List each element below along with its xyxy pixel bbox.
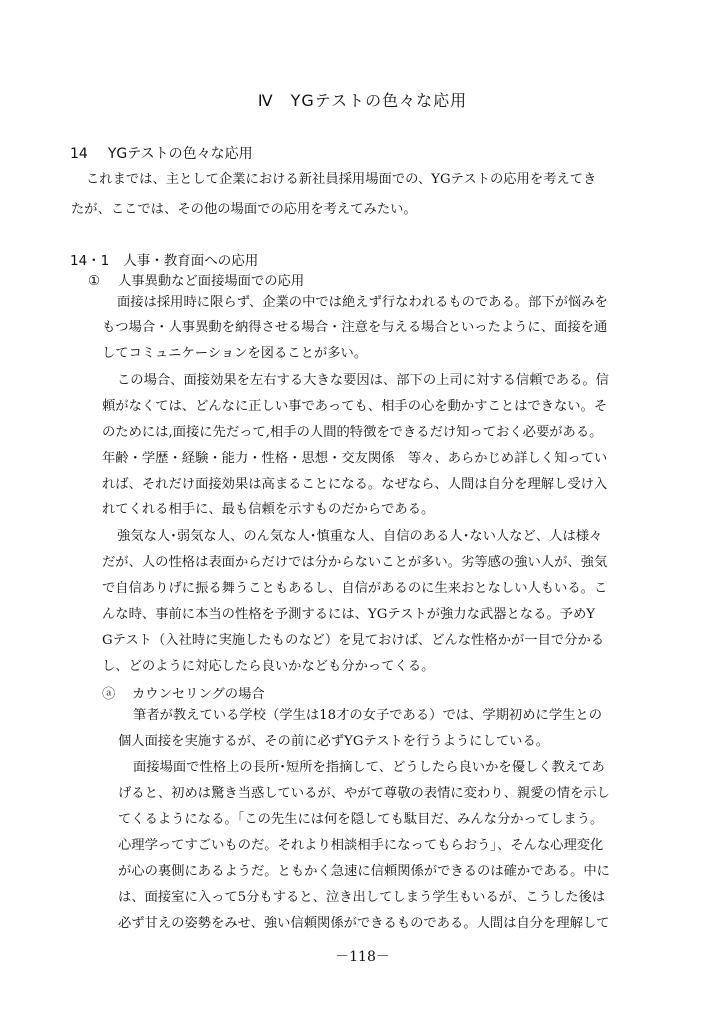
item-marker: ① xyxy=(88,274,100,289)
body-line: 筆者が教えている学校（学生は18才の女子である）では、学期初めに学生との xyxy=(133,708,603,723)
body-line: 強気な人･弱気な人、のん気な人･慎重な人、自信のある人･ない人など、人は様々 xyxy=(117,529,603,544)
subsection-number: 14・1 xyxy=(70,253,110,269)
item-marker: ⓐ xyxy=(102,687,116,702)
body-line: れてくれる相手に、最も信頼を示すものだからである。 xyxy=(102,502,435,517)
body-line: 頼がなくては、どんなに正しい事であっても、相手の心を動かすことはできない。そ xyxy=(102,399,608,414)
body-line: げると、初めは驚き当惑しているが、やがて尊敬の表情に変わり、親愛の情を示し xyxy=(118,786,610,801)
body-line: 個人面接を実施するが、その前に必ずYGテストを行うようにしている。 xyxy=(118,734,550,749)
body-line: 必ず甘えの姿勢をみせ、強い信頼関係ができるものである。人間は自分を理解して xyxy=(118,916,610,931)
body-line: この場合、面接効果を左右する大きな要因は、部下の上司に対する信頼である。信 xyxy=(117,373,609,388)
body-line: てくるようになる。「この先生には何を隠しても駄目だ、みんな分かってしまう。 xyxy=(118,812,604,827)
body-line: で自信ありげに振る舞うこともあるし、自信があるのに生来おとなしい人もいる。こ xyxy=(102,581,608,596)
body-line: Gテスト（入社時に実施したものなど）を見ておけば、どんな性格かが一目で分かる xyxy=(102,633,605,648)
body-line: 年齢・学歴・経験・能力・性格・思想・交友関係 等々、あらかじめ詳しく知ってい xyxy=(102,451,608,466)
subsection-title: 人事・教育面への応用 xyxy=(123,253,259,269)
body-line: んな時、事前に本当の性格を予測するには、YGテストが強力な武器となる。予めY xyxy=(102,607,596,622)
section-text-line: これまでは、主として企業における新社員採用場面での、YGテストの応用を考えてき xyxy=(86,172,597,187)
page-number: －118－ xyxy=(335,949,390,965)
section-title: YGテストの色々な応用 xyxy=(107,146,253,162)
body-line: し、どのように対応したら良いかなども分かってくる。 xyxy=(102,659,435,674)
body-line: が心の裏側にあるようだ。ともかく急速に信頼関係ができるのは確かである。中に xyxy=(118,864,610,879)
body-line: もつ場合・人事異動を納得させる場合・注意を与える場合といったように、面接を通 xyxy=(102,320,608,335)
section-heading xyxy=(70,143,253,163)
chapter-title: Ⅳ YGテストの色々な応用 xyxy=(257,91,468,110)
body-line: れば、それだけ面接効果は高まることになる。なぜなら、人間は自分を理解し受け入 xyxy=(102,477,608,492)
item-heading-a xyxy=(102,683,265,702)
item-heading-1 xyxy=(88,270,304,289)
item-title: カウンセリングの場合 xyxy=(132,687,265,702)
section-text-line: たが、ここでは、その他の場面での応用を考えてみたい。 xyxy=(71,202,417,217)
section-number: 14 xyxy=(70,146,88,162)
body-line: は、面接室に入って5分もすると、泣き出してしまう学生もいるが、こうした後は xyxy=(118,890,606,905)
body-line: 心理学ってすごいものだ。それより相談相手になってもらおう」、そんな心理変化 xyxy=(118,838,604,853)
subsection-heading xyxy=(70,249,258,269)
item-title: 人事異動など面接場面での応用 xyxy=(118,274,305,289)
body-line: 面接場面で性格上の長所･短所を指摘して、どうしたら良いかを優しく教えてあ xyxy=(133,760,605,775)
body-line: 面接は採用時に限らず、企業の中では絶えず行なわれるものである。部下が悩みを xyxy=(117,295,608,310)
body-line: してコミュニケーションを図ることが多い。 xyxy=(102,346,368,361)
body-line: だが、人の性格は表面からだけでは分からないことが多い。劣等感の強い人が、強気 xyxy=(102,555,608,570)
body-line: のためには,面接に先だって,相手の人間的特徴をできるだけ知っておく必要がある。 xyxy=(102,425,603,440)
